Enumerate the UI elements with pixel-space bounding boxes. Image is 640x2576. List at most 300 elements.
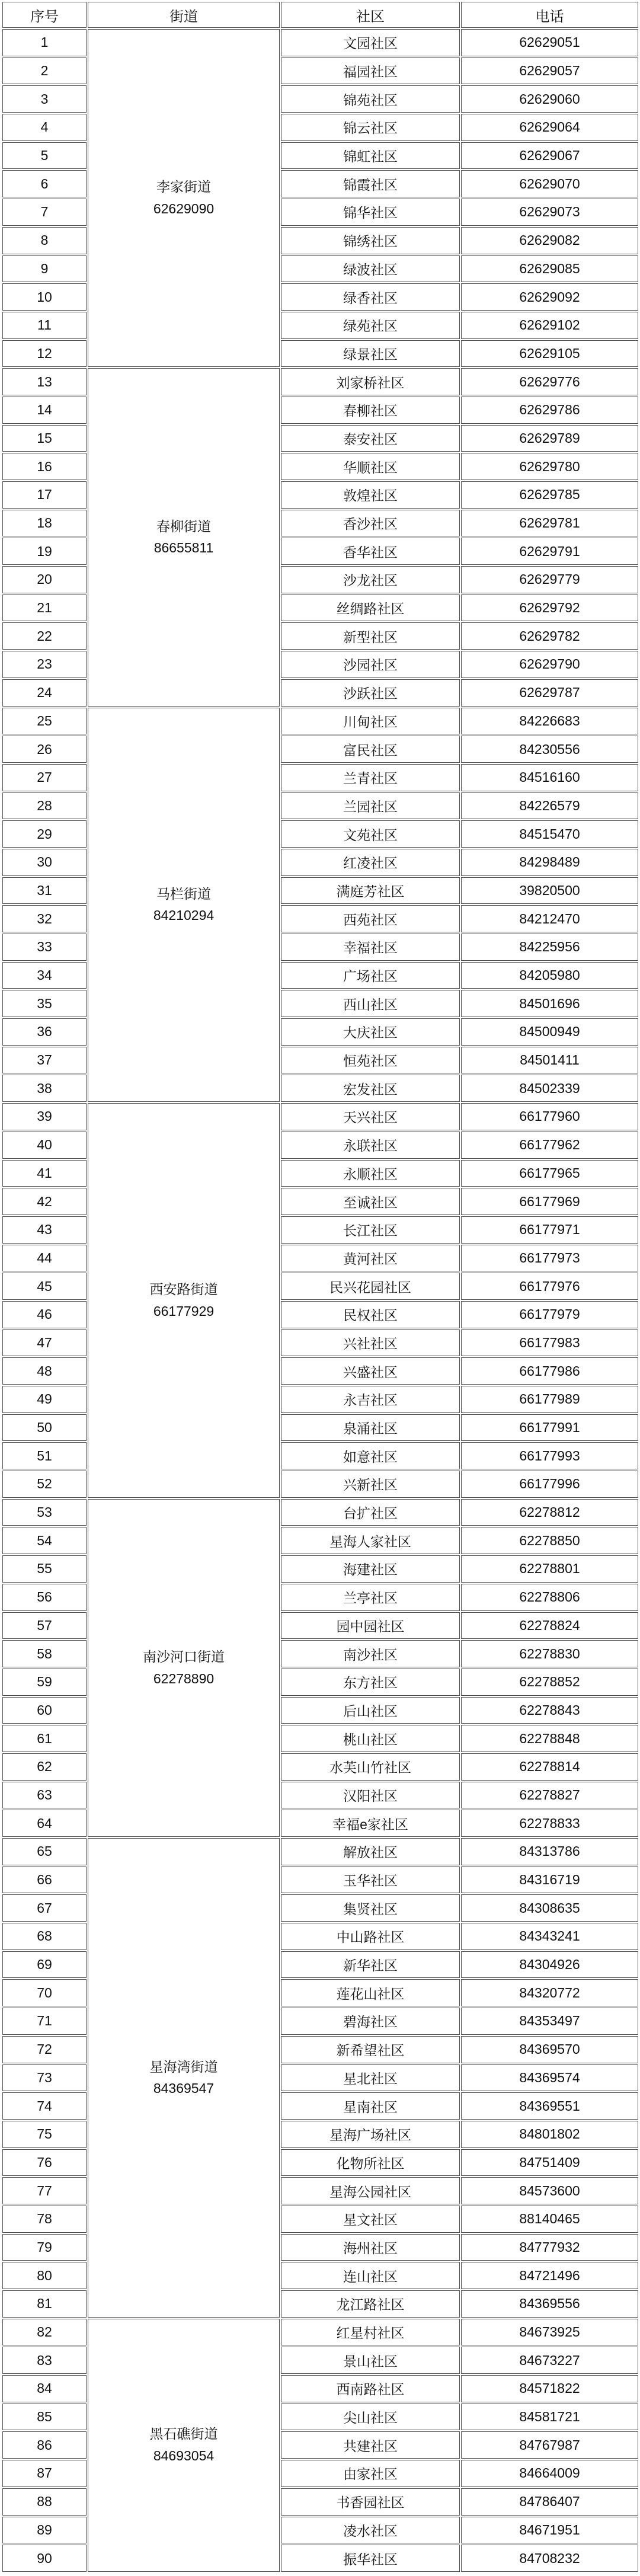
serial-number-cell: 1 bbox=[2, 29, 87, 56]
community-cell: 川甸社区 bbox=[281, 708, 460, 735]
phone-cell: 84369556 bbox=[461, 2290, 638, 2318]
table-row bbox=[2, 2319, 638, 2346]
serial-number-cell: 30 bbox=[2, 849, 87, 876]
serial-number-cell: 80 bbox=[2, 2262, 87, 2289]
phone-cell: 62629776 bbox=[461, 368, 638, 395]
serial-number-cell: 24 bbox=[2, 679, 87, 707]
header-community: 社区 bbox=[281, 2, 460, 28]
community-cell: 华顺社区 bbox=[281, 453, 460, 480]
community-cell: 中山路社区 bbox=[281, 1923, 460, 1950]
phone-cell: 62629789 bbox=[461, 425, 638, 452]
phone-cell: 66177973 bbox=[461, 1245, 638, 1272]
community-cell: 富民社区 bbox=[281, 736, 460, 763]
serial-number-cell: 60 bbox=[2, 1697, 87, 1724]
community-cell: 兴社社区 bbox=[281, 1329, 460, 1357]
serial-number-cell: 34 bbox=[2, 962, 87, 989]
phone-cell: 84225956 bbox=[461, 934, 638, 961]
phone-cell: 62278843 bbox=[461, 1697, 638, 1724]
serial-number-cell: 41 bbox=[2, 1160, 87, 1187]
phone-cell: 62629092 bbox=[461, 283, 638, 311]
phone-cell: 84581721 bbox=[461, 2404, 638, 2431]
serial-number-cell: 23 bbox=[2, 651, 87, 678]
serial-number-cell: 21 bbox=[2, 595, 87, 622]
street-phone: 84693054 bbox=[153, 2448, 215, 2464]
serial-number-cell: 48 bbox=[2, 1357, 87, 1385]
serial-number-cell: 90 bbox=[2, 2545, 87, 2572]
phone-cell: 84673227 bbox=[461, 2347, 638, 2374]
phone-cell: 62629781 bbox=[461, 510, 638, 537]
community-cell: 共建社区 bbox=[281, 2431, 460, 2459]
serial-number-cell: 16 bbox=[2, 453, 87, 480]
serial-number-cell: 32 bbox=[2, 905, 87, 932]
serial-number-cell: 84 bbox=[2, 2375, 87, 2402]
serial-number-cell: 71 bbox=[2, 2008, 87, 2035]
community-cell: 星北社区 bbox=[281, 2064, 460, 2092]
serial-number-cell: 49 bbox=[2, 1386, 87, 1413]
community-cell: 锦云社区 bbox=[281, 114, 460, 141]
serial-number-cell: 31 bbox=[2, 877, 87, 905]
phone-cell: 39820500 bbox=[461, 877, 638, 905]
serial-number-cell: 44 bbox=[2, 1245, 87, 1272]
phone-cell: 84343241 bbox=[461, 1923, 638, 1950]
phone-cell: 62278812 bbox=[461, 1499, 638, 1526]
serial-number-cell: 81 bbox=[2, 2290, 87, 2318]
community-cell: 星南社区 bbox=[281, 2092, 460, 2120]
serial-number-cell: 7 bbox=[2, 199, 87, 226]
serial-number-cell: 56 bbox=[2, 1584, 87, 1611]
serial-number-cell: 22 bbox=[2, 622, 87, 650]
street-cell bbox=[88, 708, 280, 1102]
phone-cell: 66177976 bbox=[461, 1273, 638, 1300]
phone-cell: 84708232 bbox=[461, 2545, 638, 2572]
serial-number-cell: 63 bbox=[2, 1782, 87, 1809]
street-name: 春柳街道 bbox=[156, 518, 211, 534]
community-cell: 园中园社区 bbox=[281, 1612, 460, 1639]
community-cell: 宏发社区 bbox=[281, 1075, 460, 1102]
community-cell: 香沙社区 bbox=[281, 510, 460, 537]
community-cell: 水芙山竹社区 bbox=[281, 1753, 460, 1781]
phone-cell: 62629085 bbox=[461, 255, 638, 283]
street-cell bbox=[88, 29, 280, 367]
phone-cell: 84501696 bbox=[461, 990, 638, 1017]
community-cell: 绿景社区 bbox=[281, 340, 460, 367]
phone-cell: 62278814 bbox=[461, 1753, 638, 1781]
serial-number-cell: 20 bbox=[2, 566, 87, 593]
serial-number-cell: 51 bbox=[2, 1442, 87, 1469]
community-cell: 东方社区 bbox=[281, 1669, 460, 1696]
serial-number-cell: 25 bbox=[2, 708, 87, 735]
community-cell: 福园社区 bbox=[281, 57, 460, 85]
table-row bbox=[2, 368, 638, 395]
phone-cell: 62278830 bbox=[461, 1640, 638, 1667]
serial-number-cell: 9 bbox=[2, 255, 87, 283]
phone-cell: 62629782 bbox=[461, 622, 638, 650]
phone-cell: 66177993 bbox=[461, 1442, 638, 1469]
header-phone: 电话 bbox=[461, 2, 638, 28]
community-cell: 连山社区 bbox=[281, 2262, 460, 2289]
serial-number-cell: 89 bbox=[2, 2517, 87, 2544]
serial-number-cell: 68 bbox=[2, 1923, 87, 1950]
community-cell: 文园社区 bbox=[281, 29, 460, 56]
community-cell: 锦华社区 bbox=[281, 199, 460, 226]
community-cell: 星海公园社区 bbox=[281, 2177, 460, 2204]
community-cell: 刘家桥社区 bbox=[281, 368, 460, 395]
header-serial-number: 序号 bbox=[2, 2, 87, 28]
community-cell: 满庭芳社区 bbox=[281, 877, 460, 905]
serial-number-cell: 11 bbox=[2, 312, 87, 339]
header-row bbox=[2, 2, 638, 28]
serial-number-cell: 12 bbox=[2, 340, 87, 367]
community-cell: 春柳社区 bbox=[281, 397, 460, 424]
serial-number-cell: 59 bbox=[2, 1669, 87, 1696]
serial-number-cell: 38 bbox=[2, 1075, 87, 1102]
phone-cell: 66177983 bbox=[461, 1329, 638, 1357]
phone-cell: 84313786 bbox=[461, 1838, 638, 1865]
serial-number-cell: 50 bbox=[2, 1414, 87, 1442]
phone-cell: 62629060 bbox=[461, 85, 638, 113]
community-cell: 莲花山社区 bbox=[281, 1979, 460, 2006]
phone-cell: 66177979 bbox=[461, 1301, 638, 1328]
phone-cell: 84801802 bbox=[461, 2121, 638, 2148]
phone-cell: 62629792 bbox=[461, 595, 638, 622]
serial-number-cell: 74 bbox=[2, 2092, 87, 2120]
serial-number-cell: 13 bbox=[2, 368, 87, 395]
phone-cell: 84320772 bbox=[461, 1979, 638, 2006]
phone-cell: 84571822 bbox=[461, 2375, 638, 2402]
serial-number-cell: 17 bbox=[2, 481, 87, 509]
serial-number-cell: 54 bbox=[2, 1527, 87, 1554]
phone-cell: 84501411 bbox=[461, 1047, 638, 1074]
phone-cell: 66177989 bbox=[461, 1386, 638, 1413]
phone-cell: 84308635 bbox=[461, 1894, 638, 1922]
phone-cell: 66177962 bbox=[461, 1132, 638, 1159]
phone-cell: 84673925 bbox=[461, 2319, 638, 2346]
serial-number-cell: 72 bbox=[2, 2036, 87, 2063]
serial-number-cell: 53 bbox=[2, 1499, 87, 1526]
phone-cell: 84304926 bbox=[461, 1951, 638, 1979]
serial-number-cell: 45 bbox=[2, 1273, 87, 1300]
serial-number-cell: 58 bbox=[2, 1640, 87, 1667]
community-cell: 沙龙社区 bbox=[281, 566, 460, 593]
phone-cell: 62629105 bbox=[461, 340, 638, 367]
community-cell: 后山社区 bbox=[281, 1697, 460, 1724]
phone-cell: 62278833 bbox=[461, 1810, 638, 1837]
phone-cell: 84515470 bbox=[461, 820, 638, 848]
serial-number-cell: 82 bbox=[2, 2319, 87, 2346]
serial-number-cell: 27 bbox=[2, 764, 87, 791]
serial-number-cell: 70 bbox=[2, 1979, 87, 2006]
phone-cell: 84500949 bbox=[461, 1018, 638, 1046]
community-cell: 桃山社区 bbox=[281, 1725, 460, 1752]
phone-cell: 88140465 bbox=[461, 2206, 638, 2233]
community-cell: 西南路社区 bbox=[281, 2375, 460, 2402]
community-cell: 广场社区 bbox=[281, 962, 460, 989]
serial-number-cell: 57 bbox=[2, 1612, 87, 1639]
phone-cell: 84573600 bbox=[461, 2177, 638, 2204]
serial-number-cell: 6 bbox=[2, 170, 87, 197]
community-cell: 民兴花园社区 bbox=[281, 1273, 460, 1300]
community-cell: 敦煌社区 bbox=[281, 481, 460, 509]
community-cell: 西山社区 bbox=[281, 990, 460, 1017]
community-cell: 幸福社区 bbox=[281, 934, 460, 961]
community-cell: 新型社区 bbox=[281, 622, 460, 650]
community-cell: 兴新社区 bbox=[281, 1471, 460, 1498]
community-cell: 海州社区 bbox=[281, 2234, 460, 2261]
street-phone: 84210294 bbox=[153, 907, 215, 923]
community-cell: 大庆社区 bbox=[281, 1018, 460, 1046]
serial-number-cell: 85 bbox=[2, 2404, 87, 2431]
community-cell: 民权社区 bbox=[281, 1301, 460, 1328]
community-cell: 新华社区 bbox=[281, 1951, 460, 1979]
phone-cell: 62629070 bbox=[461, 170, 638, 197]
serial-number-cell: 26 bbox=[2, 736, 87, 763]
phone-cell: 62629790 bbox=[461, 651, 638, 678]
community-cell: 由家社区 bbox=[281, 2460, 460, 2487]
community-cell: 龙江路社区 bbox=[281, 2290, 460, 2318]
street-name: 李家街道 bbox=[156, 179, 211, 195]
phone-cell: 62629787 bbox=[461, 679, 638, 707]
community-cell: 解放社区 bbox=[281, 1838, 460, 1865]
phone-cell: 84369551 bbox=[461, 2092, 638, 2120]
serial-number-cell: 10 bbox=[2, 283, 87, 311]
phone-cell: 84369574 bbox=[461, 2064, 638, 2092]
phone-cell: 62629780 bbox=[461, 453, 638, 480]
community-cell: 恒苑社区 bbox=[281, 1047, 460, 1074]
community-cell: 西苑社区 bbox=[281, 905, 460, 932]
phone-cell: 66177969 bbox=[461, 1188, 638, 1215]
serial-number-cell: 73 bbox=[2, 2064, 87, 2092]
street-phone: 66177929 bbox=[153, 1303, 215, 1319]
serial-number-cell: 3 bbox=[2, 85, 87, 113]
community-cell: 化物所社区 bbox=[281, 2149, 460, 2177]
community-cell: 星海人家社区 bbox=[281, 1527, 460, 1554]
street-cell bbox=[88, 1103, 280, 1498]
community-cell: 永联社区 bbox=[281, 1132, 460, 1159]
serial-number-cell: 42 bbox=[2, 1188, 87, 1215]
phone-cell: 62629082 bbox=[461, 227, 638, 254]
community-cell: 台扩社区 bbox=[281, 1499, 460, 1526]
community-cell: 沙跃社区 bbox=[281, 679, 460, 707]
phone-cell: 84777932 bbox=[461, 2234, 638, 2261]
phone-cell: 62629073 bbox=[461, 199, 638, 226]
serial-number-cell: 47 bbox=[2, 1329, 87, 1357]
phone-cell: 62278806 bbox=[461, 1584, 638, 1611]
phone-cell: 66177996 bbox=[461, 1471, 638, 1498]
serial-number-cell: 33 bbox=[2, 934, 87, 961]
serial-number-cell: 75 bbox=[2, 2121, 87, 2148]
community-cell: 碧海社区 bbox=[281, 2008, 460, 2035]
community-cell: 星海广场社区 bbox=[281, 2121, 460, 2148]
phone-cell: 66177960 bbox=[461, 1103, 638, 1130]
community-cell: 集贤社区 bbox=[281, 1894, 460, 1922]
serial-number-cell: 19 bbox=[2, 538, 87, 565]
community-cell: 泉涌社区 bbox=[281, 1414, 460, 1442]
phone-cell: 84212470 bbox=[461, 905, 638, 932]
community-cell: 绿波社区 bbox=[281, 255, 460, 283]
phone-cell: 62278850 bbox=[461, 1527, 638, 1554]
phone-cell: 62629779 bbox=[461, 566, 638, 593]
community-cell: 振华社区 bbox=[281, 2545, 460, 2572]
phone-cell: 62278852 bbox=[461, 1669, 638, 1696]
phone-cell: 84205980 bbox=[461, 962, 638, 989]
phone-cell: 66177971 bbox=[461, 1216, 638, 1244]
serial-number-cell: 87 bbox=[2, 2460, 87, 2487]
street-phone: 62278890 bbox=[153, 1670, 215, 1686]
street-cell bbox=[88, 1499, 280, 1837]
community-cell: 南沙社区 bbox=[281, 1640, 460, 1667]
serial-number-cell: 29 bbox=[2, 820, 87, 848]
community-cell: 锦苑社区 bbox=[281, 85, 460, 113]
community-cell: 锦绣社区 bbox=[281, 227, 460, 254]
phone-cell: 62629102 bbox=[461, 312, 638, 339]
community-cell: 天兴社区 bbox=[281, 1103, 460, 1130]
serial-number-cell: 78 bbox=[2, 2206, 87, 2233]
community-cell: 兴盛社区 bbox=[281, 1357, 460, 1385]
street-cell bbox=[88, 368, 280, 706]
phone-cell: 62278824 bbox=[461, 1612, 638, 1639]
serial-number-cell: 5 bbox=[2, 142, 87, 170]
street-name: 南沙河口街道 bbox=[143, 1649, 225, 1665]
community-cell: 玉华社区 bbox=[281, 1867, 460, 1894]
serial-number-cell: 61 bbox=[2, 1725, 87, 1752]
serial-number-cell: 65 bbox=[2, 1838, 87, 1865]
serial-number-cell: 2 bbox=[2, 57, 87, 85]
community-phone-table bbox=[1, 1, 639, 2573]
serial-number-cell: 83 bbox=[2, 2347, 87, 2374]
serial-number-cell: 37 bbox=[2, 1047, 87, 1074]
phone-cell: 62278801 bbox=[461, 1555, 638, 1583]
street-phone: 62629090 bbox=[153, 201, 215, 217]
street-name: 西安路街道 bbox=[149, 1281, 218, 1297]
community-cell: 兰亭社区 bbox=[281, 1584, 460, 1611]
community-cell: 黄河社区 bbox=[281, 1245, 460, 1272]
phone-cell: 84226683 bbox=[461, 708, 638, 735]
community-cell: 绿苑社区 bbox=[281, 312, 460, 339]
street-cell bbox=[88, 1838, 280, 2318]
phone-cell: 84751409 bbox=[461, 2149, 638, 2177]
serial-number-cell: 79 bbox=[2, 2234, 87, 2261]
serial-number-cell: 69 bbox=[2, 1951, 87, 1979]
phone-cell: 84316719 bbox=[461, 1867, 638, 1894]
street-name: 马栏街道 bbox=[156, 886, 211, 902]
street-phone: 86655811 bbox=[153, 540, 214, 556]
phone-cell: 62629064 bbox=[461, 114, 638, 141]
community-cell: 兰青社区 bbox=[281, 764, 460, 791]
phone-cell: 66177991 bbox=[461, 1414, 638, 1442]
street-phone: 84369547 bbox=[153, 2080, 215, 2096]
community-cell: 红星村社区 bbox=[281, 2319, 460, 2346]
phone-cell: 84230556 bbox=[461, 736, 638, 763]
serial-number-cell: 88 bbox=[2, 2488, 87, 2516]
phone-cell: 84353497 bbox=[461, 2008, 638, 2035]
phone-cell: 84721496 bbox=[461, 2262, 638, 2289]
serial-number-cell: 14 bbox=[2, 397, 87, 424]
serial-number-cell: 62 bbox=[2, 1753, 87, 1781]
serial-number-cell: 77 bbox=[2, 2177, 87, 2204]
community-cell: 锦霞社区 bbox=[281, 170, 460, 197]
community-cell: 沙园社区 bbox=[281, 651, 460, 678]
serial-number-cell: 76 bbox=[2, 2149, 87, 2177]
community-cell: 汉阳社区 bbox=[281, 1782, 460, 1809]
table-row bbox=[2, 1838, 638, 1865]
phone-cell: 84298489 bbox=[461, 849, 638, 876]
serial-number-cell: 64 bbox=[2, 1810, 87, 1837]
phone-cell: 84767987 bbox=[461, 2431, 638, 2459]
header-street: 街道 bbox=[88, 2, 280, 28]
serial-number-cell: 67 bbox=[2, 1894, 87, 1922]
street-name: 星海湾街道 bbox=[149, 2059, 218, 2075]
serial-number-cell: 28 bbox=[2, 792, 87, 820]
community-cell: 绿香社区 bbox=[281, 283, 460, 311]
serial-number-cell: 52 bbox=[2, 1471, 87, 1498]
community-cell: 香华社区 bbox=[281, 538, 460, 565]
serial-number-cell: 36 bbox=[2, 1018, 87, 1046]
table-row bbox=[2, 29, 638, 56]
phone-cell: 84502339 bbox=[461, 1075, 638, 1102]
community-cell: 凌水社区 bbox=[281, 2517, 460, 2544]
serial-number-cell: 66 bbox=[2, 1867, 87, 1894]
serial-number-cell: 43 bbox=[2, 1216, 87, 1244]
phone-cell: 62278848 bbox=[461, 1725, 638, 1752]
phone-cell: 66177986 bbox=[461, 1357, 638, 1385]
serial-number-cell: 40 bbox=[2, 1132, 87, 1159]
community-cell: 星文社区 bbox=[281, 2206, 460, 2233]
community-cell: 书香园社区 bbox=[281, 2488, 460, 2516]
phone-cell: 62278827 bbox=[461, 1782, 638, 1809]
community-cell: 长江社区 bbox=[281, 1216, 460, 1244]
serial-number-cell: 39 bbox=[2, 1103, 87, 1130]
community-cell: 如意社区 bbox=[281, 1442, 460, 1469]
serial-number-cell: 4 bbox=[2, 114, 87, 141]
street-cell bbox=[88, 2319, 280, 2572]
community-cell: 景山社区 bbox=[281, 2347, 460, 2374]
phone-cell: 62629067 bbox=[461, 142, 638, 170]
phone-cell: 84369570 bbox=[461, 2036, 638, 2063]
phone-cell: 84786407 bbox=[461, 2488, 638, 2516]
community-cell: 锦虹社区 bbox=[281, 142, 460, 170]
serial-number-cell: 15 bbox=[2, 425, 87, 452]
community-cell: 永顺社区 bbox=[281, 1160, 460, 1187]
community-cell: 海建社区 bbox=[281, 1555, 460, 1583]
phone-cell: 62629791 bbox=[461, 538, 638, 565]
community-cell: 文苑社区 bbox=[281, 820, 460, 848]
phone-cell: 62629786 bbox=[461, 397, 638, 424]
table-row bbox=[2, 708, 638, 735]
phone-cell: 62629057 bbox=[461, 57, 638, 85]
phone-cell: 84664009 bbox=[461, 2460, 638, 2487]
community-cell: 尖山社区 bbox=[281, 2404, 460, 2431]
community-cell: 丝绸路社区 bbox=[281, 595, 460, 622]
community-cell: 红凌社区 bbox=[281, 849, 460, 876]
serial-number-cell: 18 bbox=[2, 510, 87, 537]
serial-number-cell: 46 bbox=[2, 1301, 87, 1328]
community-cell: 幸福e家社区 bbox=[281, 1810, 460, 1837]
table-row bbox=[2, 1499, 638, 1526]
phone-cell: 84671951 bbox=[461, 2517, 638, 2544]
serial-number-cell: 55 bbox=[2, 1555, 87, 1583]
street-name: 黑石礁街道 bbox=[149, 2426, 218, 2442]
phone-cell: 84516160 bbox=[461, 764, 638, 791]
serial-number-cell: 35 bbox=[2, 990, 87, 1017]
table-row bbox=[2, 1103, 638, 1130]
serial-number-cell: 8 bbox=[2, 227, 87, 254]
community-cell: 兰园社区 bbox=[281, 792, 460, 820]
community-cell: 泰安社区 bbox=[281, 425, 460, 452]
table-body bbox=[2, 29, 638, 2572]
community-cell: 永吉社区 bbox=[281, 1386, 460, 1413]
community-cell: 至诚社区 bbox=[281, 1188, 460, 1215]
community-cell: 新希望社区 bbox=[281, 2036, 460, 2063]
